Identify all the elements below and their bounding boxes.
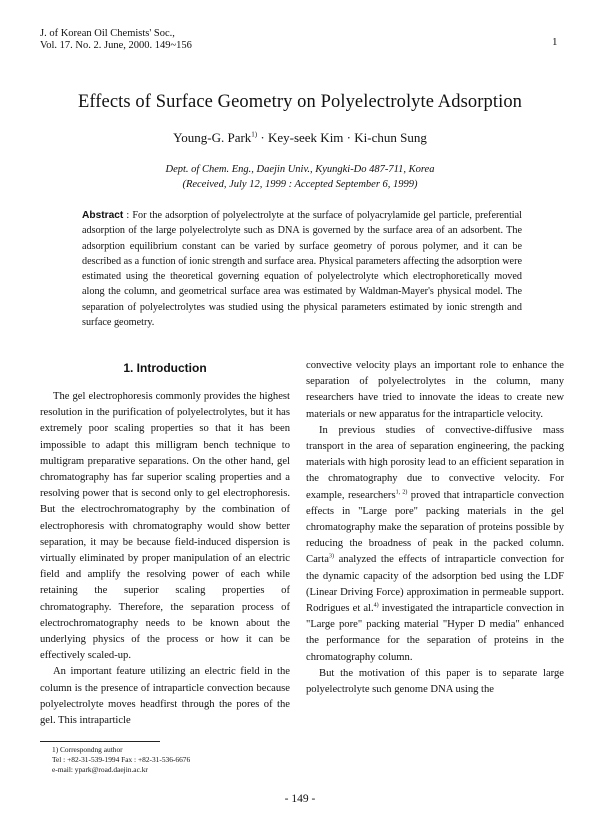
affiliation: Dept. of Chem. Eng., Daejin Univ., Kyungki-Do 487-711, Korea [165,164,435,175]
received-dates: (Received, July 12, 1999 : Accepted September 6, 1999) [182,179,418,190]
footnote-divider [40,741,160,742]
author-1-footnote-mark: 1) [251,130,258,139]
author-1: Young-G. Park [173,130,252,145]
abstract-label: Abstract [82,210,124,221]
author-list [0,130,600,146]
paragraph: convective velocity plays an important role to enhance the separation of polyelectrolytes in the column, many researchers have tried to innovate the ideas to create new materials or new apparatus for the intraparticle velocity. [306,360,564,420]
left-column [40,389,290,729]
footnote-phone: Tel : +82-31-539-1994 Fax : +82-31-536-6676 [52,755,191,764]
journal-citation [40,28,192,52]
text-run: analyzed the effects of intraparticle convection for the dynamic capacity of the adsorption bed using the LDF (Linear Driving Force) approximation in permeable support. Rodrigues et al. [306,554,564,615]
paragraph: But the motivation of this paper is to separate large polyelectrolyte such genome DNA using the [306,667,564,696]
page-number-bottom: - 149 - [284,793,316,805]
text-run: In previous studies of convective-diffusive mass transport in the area of separation engineering, the packing materials with high porosity lead to an efficient separation in the chromatography due to convective velocity. For example, researchers [306,424,564,501]
journal-name: J. of Korean Oil Chemists' Soc., [40,28,175,39]
footnote [52,745,190,775]
citation-mark: 4) [373,602,379,609]
footnote-email: e-mail: ypark@road.daejin.ac.kr [52,765,148,774]
page-number-top: 1 [552,36,558,48]
paragraph: The gel electrophoresis commonly provides the highest resolution in the purification of polyelectrolytes, but it has extremely poor scaling properties so that it has been impossible to adapt this milligram bench technique to multigram preparative separations. On the other hand, gel chromatography has far superior scaling properties and a resolving power that is second only to gel electrophoresis. But the electrochromatography by the combination of electrophoresis with chromatography would show better separation, it may be because field-induced dispersion is virtually eliminated by proper manipulation of an electric field and amplify the resolving power of each while retaining the superior scaling properties of chromatography. Therefore, the separation process of electrochromatography needs to be known about the underlying physics of the process or how it can be effectively scaled-up. [40,391,290,662]
paragraph [306,423,564,666]
citation-mark: 1, 2) [395,489,408,496]
section-heading-introduction: 1. Introduction [123,361,207,375]
abstract-separator: : [123,210,133,221]
affiliation-block [0,162,600,192]
paragraph: An important feature utilizing an electric field in the column is the presence of intraparticle convection because polyelectrolyte moves headfirst through the pores of the gel. This intraparticle [40,666,290,727]
journal-volume: Vol. 17. No. 2. June, 2000. 149~156 [40,40,192,51]
paper-title: Effects of Surface Geometry on Polyelectrolyte Adsorption [77,92,523,112]
footnote-author: 1) Correspondng author [52,745,123,754]
abstract [82,208,522,330]
citation-mark: 3) [328,553,334,560]
text-run: proved that intraparticle convection effects in "Large pore" packing materials in the gel chromatography make the separation of proteins possible by reducing the broadness of peak in the packed column. Carta [306,489,564,566]
right-column [306,358,564,698]
abstract-text: For the adsorption of polyelectrolyte at the surface of polyacrylamide gel particle, preferential adsorption of the large polyelectrolyte such as DNA is governed by the surface area of an adsorbent. The adsorption equilibrium constant can be varied by surface geometry of porous polymer, and it can be described as a function of ionic strength and surface area. Physical parameters affecting the adsorption were estimated using the theoretical governing equation of polyelectrolyte which electrophoretically moved along the column, and geometrical surface area was estimated by Waldman-Mayer's physical model. The separation of polyelectrolytes was studied using the physical parameters estimated by ionic strength and surface geometry. [82,210,522,329]
other-authors: · Key-seek Kim · Ki-chun Sung [257,130,427,145]
text-run: investigated the intraparticle convection in "Large pore" packing material "Hyper D media" enhanced the performance for the separation of proteins in the chromatography column. [306,603,564,663]
